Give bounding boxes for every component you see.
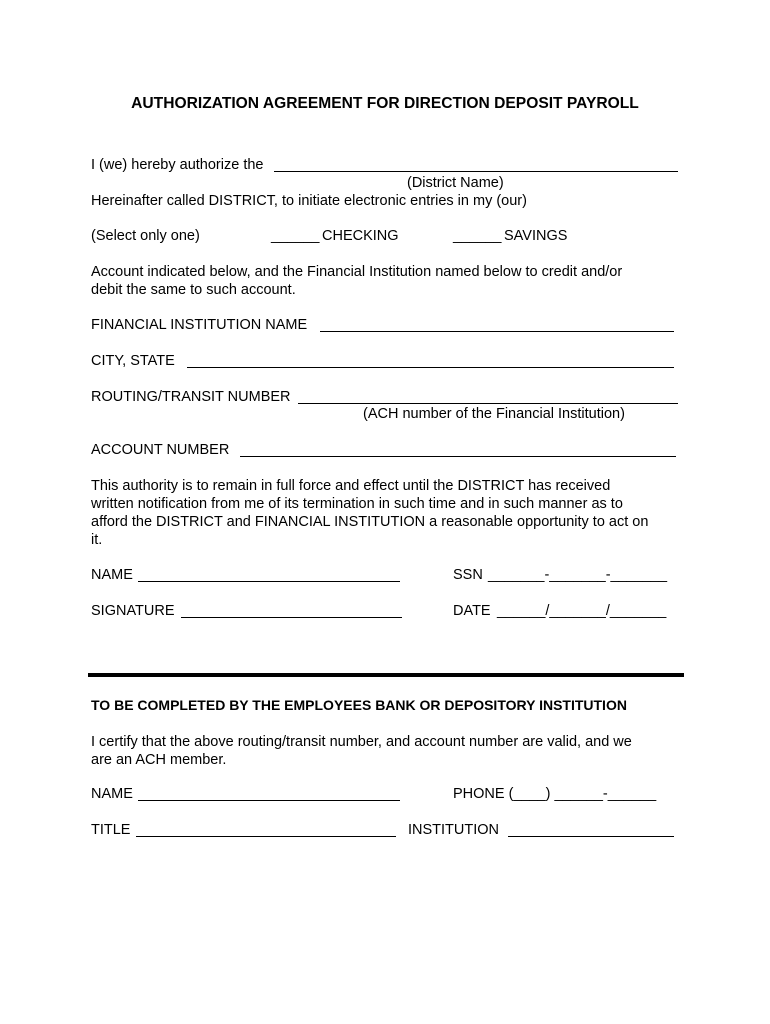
form-title: AUTHORIZATION AGREEMENT FOR DIRECTION DEPOSIT PAYROLL (131, 95, 639, 112)
bank-name-field[interactable] (138, 800, 400, 801)
certify-text-line: I certify that the above routing/transit number, and account number are valid, and we (91, 734, 632, 750)
section-divider (88, 673, 684, 677)
date-label: DATE (453, 603, 491, 619)
ssn-label: SSN (453, 567, 483, 583)
savings-label: SAVINGS (504, 228, 568, 244)
employee-name-label: NAME (91, 567, 133, 583)
authority-text-line: This authority is to remain in full force and effect until the DISTRICT has received (91, 478, 611, 494)
authorize-label: I (we) hereby authorize the (91, 157, 264, 173)
account-number-label: ACCOUNT NUMBER (91, 442, 230, 458)
city-state-label: CITY, STATE (91, 353, 175, 369)
account-text-line: debit the same to such account. (91, 282, 296, 298)
routing-caption: (ACH number of the Financial Institution) (363, 406, 625, 422)
district-name-caption: (District Name) (407, 175, 504, 191)
city-state-field[interactable] (187, 367, 674, 368)
checking-blank[interactable]: ______ (271, 228, 320, 244)
hereinafter-text: Hereinafter called DISTRICT, to initiate electronic entries in my (our) (91, 193, 527, 209)
employee-name-field[interactable] (138, 581, 400, 582)
routing-field[interactable] (298, 403, 678, 404)
bank-name-label: NAME (91, 786, 133, 802)
title-field[interactable] (136, 836, 396, 837)
date-field[interactable]: ______/_______/_______ (497, 603, 667, 619)
authority-text-line: afford the DISTRICT and FINANCIAL INSTITUTION a reasonable opportunity to act on (91, 514, 649, 530)
institution-label: INSTITUTION (408, 822, 500, 838)
account-number-field[interactable] (240, 456, 676, 457)
routing-label: ROUTING/TRANSIT NUMBER (91, 389, 291, 405)
authority-text-line: it. (91, 532, 103, 548)
select-one-label: (Select only one) (91, 228, 200, 244)
certify-text-line: are an ACH member. (91, 752, 227, 768)
bank-section-heading: TO BE COMPLETED BY THE EMPLOYEES BANK OR DEPOSITORY INSTITUTION (91, 697, 627, 713)
account-text-line: Account indicated below, and the Financial Institution named below to credit and/or (91, 264, 623, 280)
title-label: TITLE (91, 822, 131, 838)
checking-label: CHECKING (322, 228, 399, 244)
fi-name-field[interactable] (320, 331, 674, 332)
phone-field[interactable]: PHONE (____) ______-______ (453, 786, 657, 802)
fi-name-label: FINANCIAL INSTITUTION NAME (91, 317, 308, 333)
institution-field[interactable] (508, 836, 674, 837)
savings-blank[interactable]: ______ (453, 228, 502, 244)
authority-text-line: written notification from me of its termination in such time and in such manner as to (91, 496, 623, 512)
signature-label: SIGNATURE (91, 603, 175, 619)
signature-field[interactable] (181, 617, 402, 618)
ssn-field[interactable]: _______-_______-_______ (488, 567, 668, 583)
district-name-field[interactable] (274, 171, 678, 172)
